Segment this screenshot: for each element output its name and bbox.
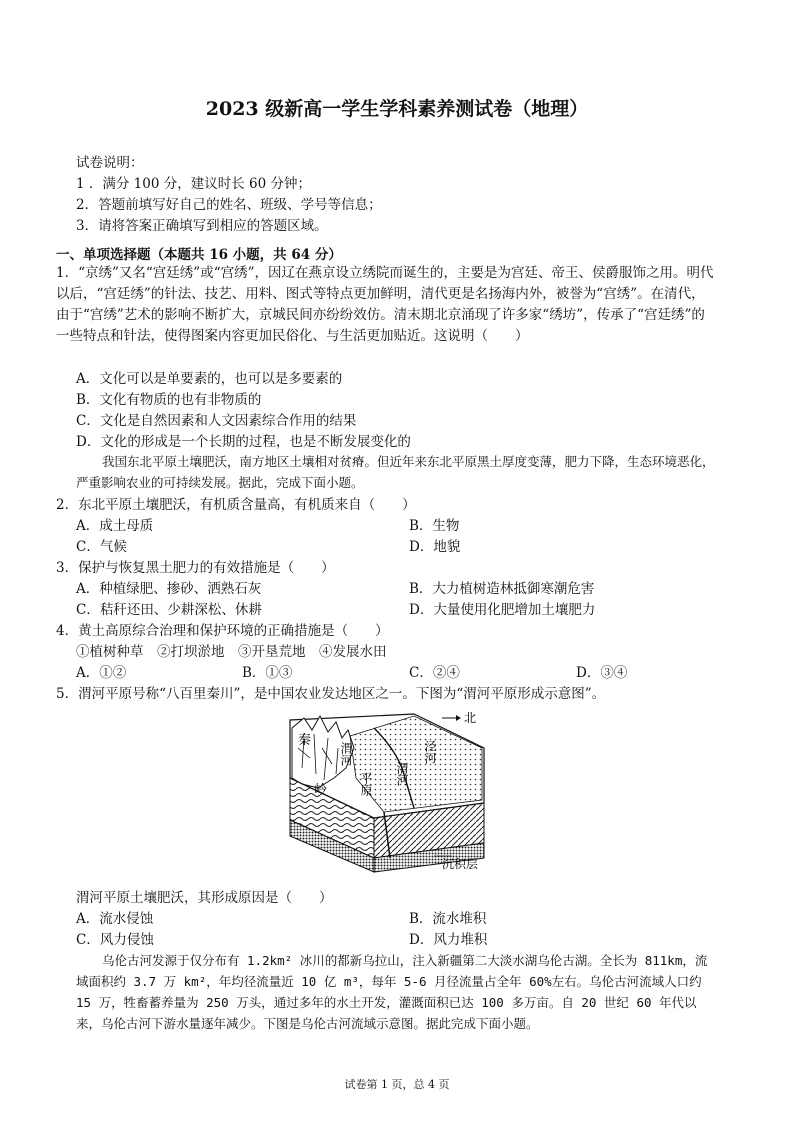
weihe-plain-diagram bbox=[284, 708, 498, 874]
question-4-stem: 4．黄土高原综合治理和保护环境的正确措施是（ ） bbox=[56, 623, 389, 639]
question-1-option-b: B．文化有物质的也有非物质的 bbox=[76, 392, 262, 408]
instruction-item: 3．请将答案正确填写到相应的答题区域。 bbox=[76, 218, 328, 234]
question-5-option-c: C．风力侵蚀 bbox=[76, 932, 154, 948]
jinghe-label: 泾河 bbox=[423, 740, 437, 764]
question-2-option-a: A．成土母质 bbox=[76, 518, 154, 534]
page-footer: 试卷第 1 页，总 4 页 bbox=[344, 1078, 450, 1091]
weihe-label: 渭河 bbox=[339, 742, 353, 766]
question-5-stem: 5．渭河平原号称“八百里秦川”，是中国农业发达地区之一。下图为“渭河平原形成示意图”。 bbox=[56, 686, 606, 702]
question-1-option-a: A．文化可以是单要素的，也可以是多要素的 bbox=[76, 371, 343, 387]
question-2-option-d: D．地貌 bbox=[409, 539, 461, 555]
question-5-option-a: A．流水侵蚀 bbox=[76, 911, 154, 927]
north-label: 北 bbox=[464, 711, 477, 725]
question-5-option-d: D．风力堆积 bbox=[409, 932, 488, 948]
question-1-stem: 1．“京绣”又名“宫廷绣”或“宫绣”，因辽在燕京设立绣院而诞生的，主要是为宫廷、帝王、侯爵服饰之用。明代以后，“宫廷绣”的针法、技艺、用料、图式等特点更加鲜明，清代更是名扬海内外，被誉为“宫绣”。在清代，由于“宫绣”艺术的影响不断扩大，京城民间亦纷纷效仿。清末期北京涌现了许多家“绣坊”，传承了“宫廷绣”的一些特点和针法，使得图案内容更加民俗化、与生活更加贴近。这说明（ ） bbox=[56, 265, 714, 344]
question-4-option-a: A．①② bbox=[76, 665, 127, 681]
question-4-option-d: D．③④ bbox=[576, 665, 628, 681]
question-4-choices: ①植树种草 ②打坝淤地 ③开垦荒地 ④发展水田 bbox=[76, 644, 387, 660]
plain-label: 平原 bbox=[359, 772, 373, 796]
question-2-option-b: B．生物 bbox=[409, 518, 460, 534]
question-3-option-c: C．秸秆还田、少耕深松、休耕 bbox=[76, 602, 262, 618]
question-3-option-a: A．种植绿肥、掺砂、洒熟石灰 bbox=[76, 581, 262, 597]
page-title: 2023 级新高一学生学科素养测试卷（地理） bbox=[205, 98, 589, 120]
question-1-option-c: C．文化是自然因素和人文因素综合作用的结果 bbox=[76, 413, 357, 429]
question-2-stem: 2．东北平原土壤肥沃，有机质含量高，有机质来自（ ） bbox=[56, 497, 416, 513]
reading-passage: 我国东北平原土壤肥沃，南方地区土壤相对贫瘠。但近年来东北平原黑土厚度变薄，肥力下降，生态环境恶化，严重影响农业的可持续发展。据此，完成下面小题。 bbox=[76, 454, 715, 490]
ling-label: 岭 bbox=[314, 783, 328, 798]
question-4-option-c: C．②④ bbox=[409, 665, 460, 681]
qin-label: 秦 bbox=[298, 733, 312, 748]
north-arrow-head bbox=[456, 715, 461, 721]
sediment-label: 沉积层 bbox=[442, 857, 479, 871]
section-heading: 一、单项选择题（本题共 16 小题，共 64 分） bbox=[56, 247, 342, 263]
question-1-option-d: D．文化的形成是一个长期的过程，也是不断发展变化的 bbox=[76, 434, 411, 450]
question-3-option-d: D．大量使用化肥增加土壤肥力 bbox=[409, 602, 596, 618]
question-5-sub: 渭河平原土壤肥沃，其形成原因是（ ） bbox=[76, 890, 333, 906]
question-5-option-b: B．流水堆积 bbox=[409, 911, 487, 927]
instruction-item: 2．答题前填写好自己的姓名、班级、学号等信息； bbox=[76, 197, 382, 213]
question-2-option-c: C．气候 bbox=[76, 539, 127, 555]
reading-passage-2: 乌伦古河发源于仅分布有 1.2km² 冰川的都新乌拉山，注入新疆第二大淡水湖乌伦古湖。全长为 811km，流域面积约 3.7 万 km²，年均径流量近 10 亿 m³，每年 5-6 月径流量占全年 60%左右。乌伦古河流域人口约 15 万，牲畜蓄养量为 250 万头，通过多年的水土开发，灌溉面积已达 100 多万亩。自 20 世纪 60 年代以来，乌伦古河下游水量逐年减少。下图是乌伦古河流域示意图。据此完成下面小题。 bbox=[76, 953, 708, 1031]
weihe-label-2: 渭河 bbox=[395, 762, 409, 786]
instructions-heading: 试卷说明： bbox=[76, 155, 144, 171]
instruction-item: 1 ．满分 100 分，建议时长 60 分钟； bbox=[76, 176, 311, 192]
question-3-option-b: B．大力植树造林抵御寒潮危害 bbox=[409, 581, 595, 597]
question-4-option-b: B．①③ bbox=[242, 665, 293, 681]
question-3-stem: 3．保护与恢复黑土肥力的有效措施是（ ） bbox=[56, 560, 335, 576]
